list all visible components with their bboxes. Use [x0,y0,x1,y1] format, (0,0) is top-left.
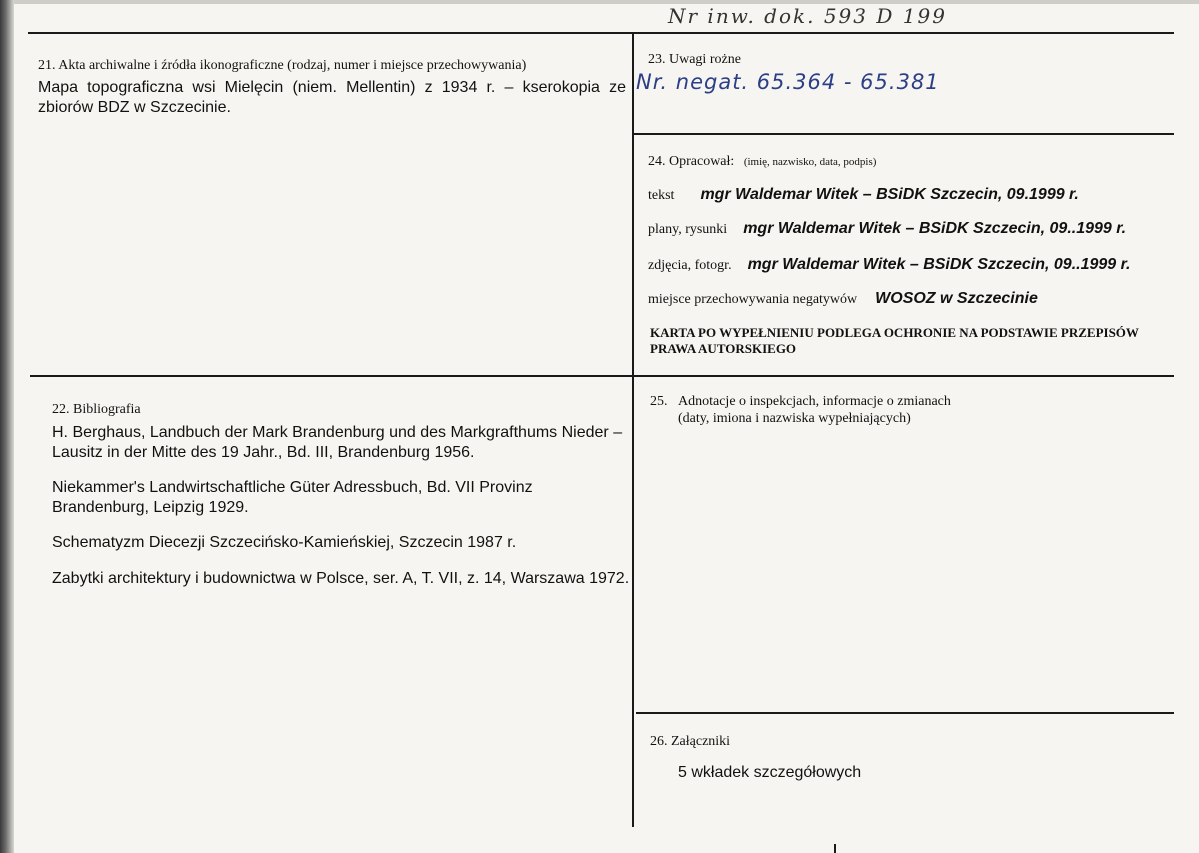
row-label: plany, rysunki [648,222,728,237]
section-24-title [648,154,876,170]
section-24-subtitle: (imię, nazwisko, data, podpis) [743,156,877,168]
row-value: mgr Waldemar Witek – BSiDK Szczecin, 09..1999 r. [743,220,1127,237]
bibliography-entry: Zabytki architektury i budownictwa w Polsce, ser. A, T. VII, z. 14, Warszawa 1972. [52,570,630,587]
section-26-content: 5 wkładek szczegółowych [678,764,862,781]
divider-23-24 [633,133,1174,135]
row-label: miejsce przechowywania negatywów [648,292,858,307]
bottom-tick [834,844,836,853]
scan-edge-top [0,0,1199,4]
divider-25-26 [636,712,1174,714]
row-value: mgr Waldemar Witek – BSiDK Szczecin, 09..1999 r. [747,256,1131,273]
top-border [28,32,1174,34]
prepared-row-photos [648,256,1130,274]
section-24-title-text: 24. Opracował: [648,154,735,169]
bibliography-entry: H. Berghaus, Landbuch der Mark Brandenburg und des Markgrafthums Nieder – Lausitz in der Mitte des 19 Jahr., Bd. III, Brandenburg 1956. [52,424,623,461]
bibliography-entry: Niekammer's Landwirtschaftliche Güter Adressbuch, Bd. VII Provinz Brandenburg, Leipzig 1929. [52,479,533,516]
section-26-title: 26. Załączniki [650,734,731,749]
handwritten-inventory-number: Nr inw. dok. 593 D 199 [668,4,947,28]
section-25-title: Adnotacje o inspekcjach, informacje o zmianach [678,394,951,409]
section-25-number: 25. [650,394,668,409]
section-23-title: 23. Uwagi rożne [648,52,741,67]
divider-middle [30,375,1174,377]
scan-edge-left [0,0,14,853]
prepared-row-text [648,186,1079,204]
section-25-subtitle: (daty, imiona i nazwiska wypełniających) [678,411,911,426]
row-label: tekst [648,188,675,203]
row-value: mgr Waldemar Witek – BSiDK Szczecin, 09.1999 r. [700,186,1079,203]
center-divider [632,32,634,827]
handwritten-negative-numbers: Nr. negat. 65.364 - 65.381 [636,70,940,94]
row-label: zdjęcia, fotogr. [648,258,732,273]
section-21-content: Mapa topograficzna wsi Mielęcin (niem. Mellentin) z 1934 r. – kserokopia ze zbiorów BDZ w Szczecinie. [38,79,626,116]
section-22-title: 22. Bibliografia [52,402,141,417]
row-value: WOSOZ w Szczecinie [875,290,1038,307]
prepared-row-negatives [648,290,1038,308]
bibliography-entry: Schematyzm Diecezji Szczecińsko-Kamieńskiej, Szczecin 1987 r. [52,534,517,551]
copyright-notice: KARTA PO WYPEŁNIENIU PODLEGA OCHRONIE NA PODSTAWIE PRZEPISÓW PRAWA AUTORSKIEGO [650,325,1139,356]
prepared-row-plans [648,220,1126,238]
section-21-title: 21. Akta archiwalne i źródła ikonograficzne (rodzaj, numer i miejsce przechowywania) [38,58,527,73]
